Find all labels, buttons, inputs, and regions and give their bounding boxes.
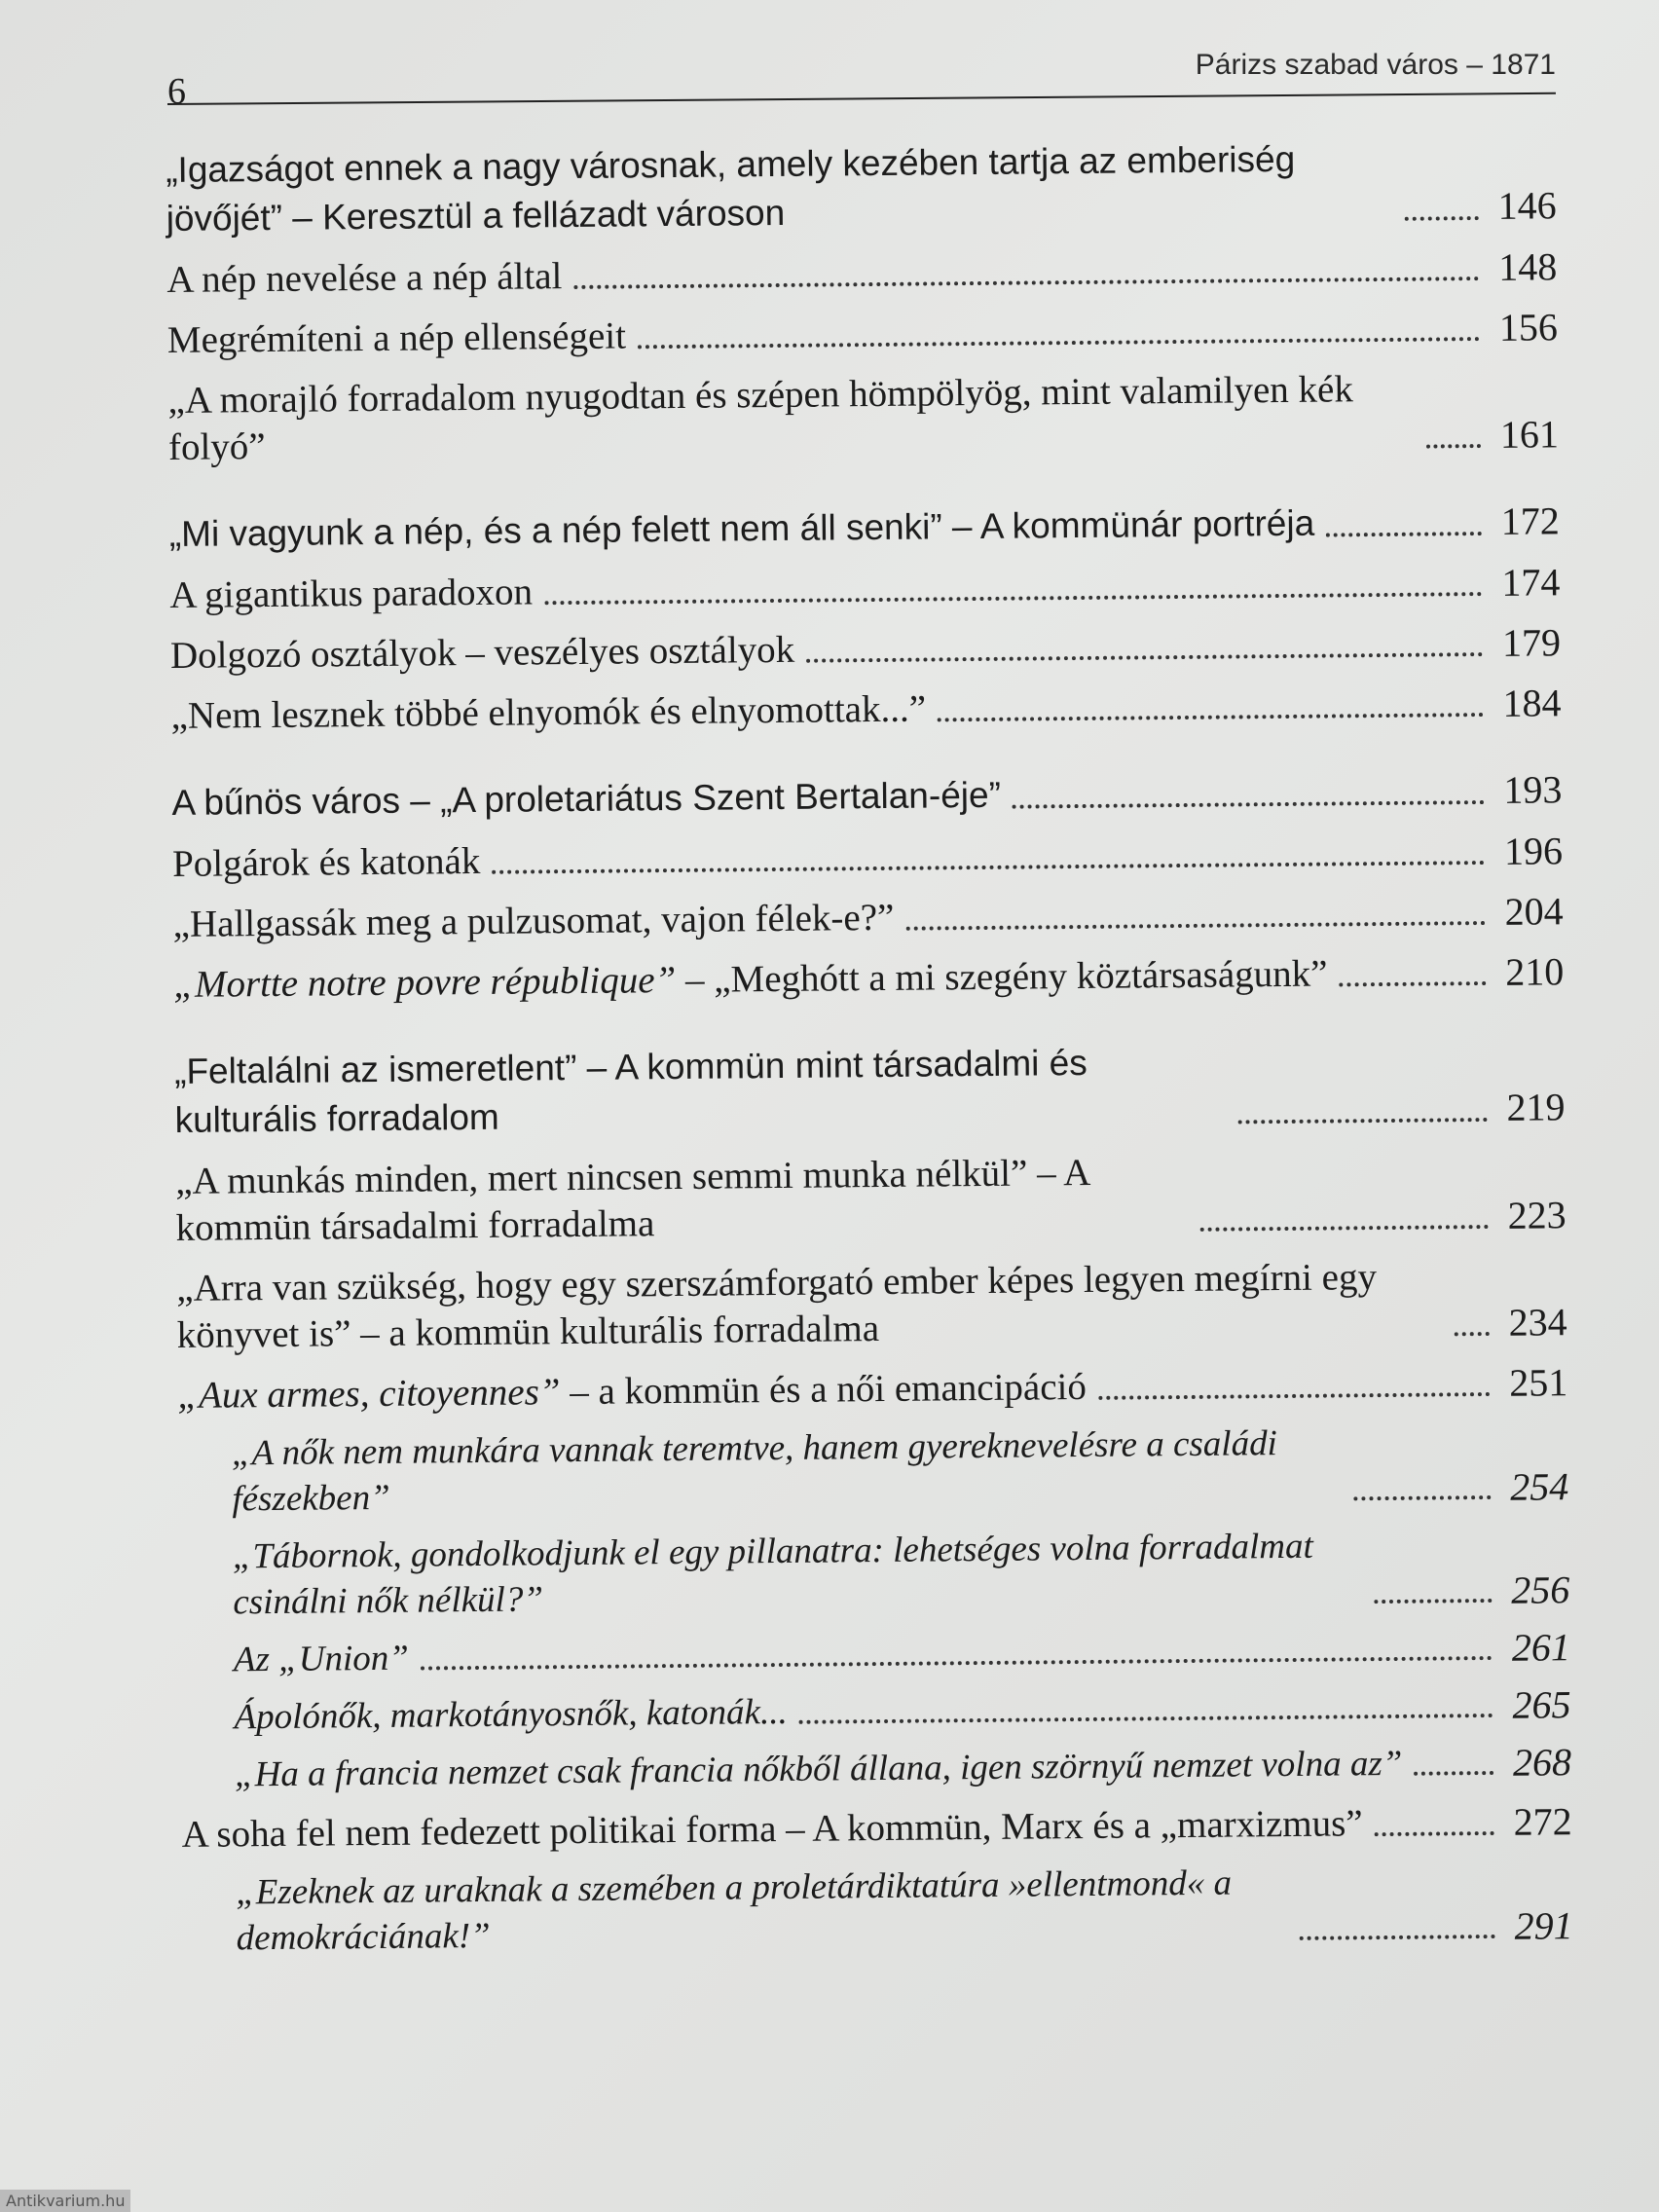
toc-entry[interactable]: [175, 1145, 1567, 1252]
toc-entry-page: 268: [1512, 1740, 1572, 1785]
toc-entry-title: „Ezeknek az uraknak a szemében a proletárdiktatúra »ellentmond« a demokráciának!”: [236, 1862, 1233, 1959]
toc-entry[interactable]: [169, 497, 1560, 559]
dot-leader: [806, 652, 1483, 663]
toc-entry[interactable]: [172, 828, 1563, 888]
toc-entry-page: 251: [1509, 1360, 1568, 1405]
toc-entry[interactable]: [182, 1857, 1573, 1962]
toc-entry-page: 223: [1507, 1193, 1567, 1237]
toc-entry[interactable]: [176, 1252, 1567, 1359]
toc-entry[interactable]: [166, 132, 1557, 243]
dot-leader: [1426, 444, 1481, 449]
toc-entry-title: „A morajló forradalom nyugodtan és szépen hömpölyög, mint valamilyen kék folyó”: [167, 368, 1354, 468]
toc-entry-title: „Nem lesznek többé elnyomók és elnyomottak...”: [170, 687, 927, 737]
toc-entry-title: Ápolónők, markotányosnők, katonák...: [234, 1691, 788, 1738]
toc-entry-page: 184: [1502, 681, 1562, 725]
toc-entry[interactable]: [167, 304, 1558, 364]
toc-entry-title: Az „Union”: [233, 1638, 410, 1680]
toc-entry-page: 146: [1497, 183, 1557, 228]
toc-entry-title: Dolgozó osztályok – veszélyes osztályok: [169, 628, 795, 677]
toc-entry[interactable]: [172, 888, 1563, 948]
dot-leader: [638, 337, 1480, 349]
toc-entry-title: [173, 951, 1328, 1009]
toc-entry-title-rest: – „Meghótt a mi szegény köztársaságunk”: [676, 952, 1328, 1002]
toc-entry-title: „Mi vagyunk a nép, és a nép felett nem áll senki” – A kommünár portréja: [168, 502, 1315, 554]
toc-entry-page: 172: [1500, 498, 1560, 543]
dot-leader: [1374, 1599, 1492, 1604]
dot-leader: [938, 713, 1484, 721]
dot-leader: [1340, 981, 1487, 986]
toc-entry-page: 193: [1503, 767, 1563, 812]
toc-entry[interactable]: [166, 243, 1557, 304]
toc-entry-title: „Ha a francia nemzet csak francia nőkből állana, igen szörnyű nemzet volna az”: [234, 1743, 1403, 1795]
dot-leader: [1300, 1935, 1495, 1940]
toc-entry-title: Megrémíteni a nép ellenségeit: [166, 314, 627, 361]
toc-entry-page: 156: [1498, 305, 1559, 350]
toc-entry-title: A soha fel nem fedezett politikai forma – A kommün, Marx és a „marxizmus”: [181, 1802, 1363, 1856]
table-of-contents: [166, 132, 1573, 1962]
toc-entry-page: 161: [1499, 412, 1560, 457]
dot-leader: [1414, 1771, 1493, 1776]
toc-entry-page: 210: [1504, 949, 1565, 994]
toc-entry-page: 174: [1501, 560, 1561, 605]
toc-entry-title: A nép nevelése a nép által: [166, 255, 563, 301]
toc-entry-title: „Hallgassák meg a pulzusomat, vajon félek-e?”: [172, 896, 895, 945]
toc-entry-page: 265: [1512, 1682, 1571, 1727]
toc-entry[interactable]: [180, 1681, 1570, 1741]
toc-entry-page: 179: [1501, 620, 1562, 665]
page-number: 6: [167, 71, 186, 112]
toc-entry[interactable]: [173, 948, 1564, 1009]
toc-entry[interactable]: [179, 1521, 1570, 1626]
toc-entry-page: 256: [1511, 1567, 1570, 1612]
running-head: Párizs szabad város – 1871: [1195, 49, 1556, 81]
dot-leader: [573, 276, 1479, 289]
toc-entry-title-italic: „Mortte notre povre république”: [173, 959, 677, 1006]
toc-entry-page: 272: [1513, 1799, 1572, 1844]
dot-leader: [1353, 1495, 1491, 1500]
toc-entry-page: 148: [1498, 244, 1558, 289]
toc-entry-title: „A munkás minden, mert nincsen semmi munka nélkül” – A kommün társadalmi forradalma: [175, 1151, 1089, 1249]
toc-entry[interactable]: [171, 765, 1562, 828]
toc-entry-title: „A nők nem munkára vannak teremtve, hanem gyereknevelésre a családi fészekben”: [231, 1423, 1278, 1520]
toc-entry-title: „Arra van szükség, hogy egy szerszámforgató ember képes legyen megírni egy könyvet is” – a kommün kulturális forradalma: [176, 1256, 1378, 1356]
dot-leader: [1405, 216, 1479, 221]
toc-entry-page: 254: [1510, 1464, 1569, 1509]
toc-entry-title: „Tábornok, gondolkodjunk el egy pillanatra: lehetséges volna forradalmat csinálni nők nélkül?”: [232, 1526, 1313, 1623]
dot-leader: [799, 1714, 1493, 1724]
dot-leader: [1238, 1118, 1488, 1124]
header-rule: [167, 92, 1556, 105]
toc-entry[interactable]: [167, 364, 1559, 471]
toc-entry-page: 291: [1514, 1903, 1573, 1948]
toc-entry-page: 219: [1506, 1085, 1566, 1129]
toc-entry[interactable]: [181, 1739, 1571, 1798]
toc-entry-page: 204: [1504, 889, 1564, 934]
toc-entry-title: „Igazságot ennek a nagy városnak, amely kezében tartja az emberiség jövőjét” – Keresztül a fellázadt városon: [166, 138, 1296, 239]
dot-leader: [1098, 1392, 1490, 1400]
toc-entry-page: 196: [1503, 829, 1564, 873]
toc-entry[interactable]: [181, 1798, 1571, 1859]
toc-entry-page: 261: [1511, 1625, 1571, 1670]
toc-entry-title-rest: – a kommün és a női emancipáció: [560, 1365, 1088, 1414]
watermark: Antikvarium.hu: [0, 2190, 130, 2212]
toc-entry[interactable]: [170, 680, 1561, 740]
dot-leader: [1375, 1831, 1494, 1836]
toc-entry-page: 234: [1508, 1300, 1567, 1345]
toc-entry-title: A bűnös város – „A proletariátus Szent Bertalan-éje”: [171, 774, 1002, 823]
toc-entry-title: A gigantikus paradoxon: [169, 571, 534, 616]
toc-entry-title: [177, 1364, 1087, 1419]
toc-entry[interactable]: [180, 1624, 1570, 1683]
dot-leader: [492, 861, 1485, 874]
dot-leader: [1326, 532, 1482, 537]
toc-entry-title: Polgárok és katonák: [171, 839, 481, 885]
dot-leader: [1200, 1225, 1489, 1232]
dot-leader: [544, 592, 1482, 605]
toc-entry-title: „Feltalálni az ismeretlent” – A kommün mint társadalmi és kulturális forradalom: [173, 1042, 1088, 1140]
dot-leader: [905, 921, 1485, 931]
toc-entry-title-italic: „Aux armes, citoyennes”: [177, 1371, 561, 1417]
toc-entry[interactable]: [174, 1034, 1566, 1145]
toc-entry[interactable]: [178, 1418, 1569, 1523]
dot-leader: [1455, 1332, 1490, 1336]
toc-entry[interactable]: [177, 1359, 1567, 1419]
toc-entry[interactable]: [169, 559, 1560, 619]
dot-leader: [421, 1656, 1493, 1671]
toc-entry[interactable]: [170, 619, 1561, 680]
dot-leader: [1013, 800, 1485, 809]
